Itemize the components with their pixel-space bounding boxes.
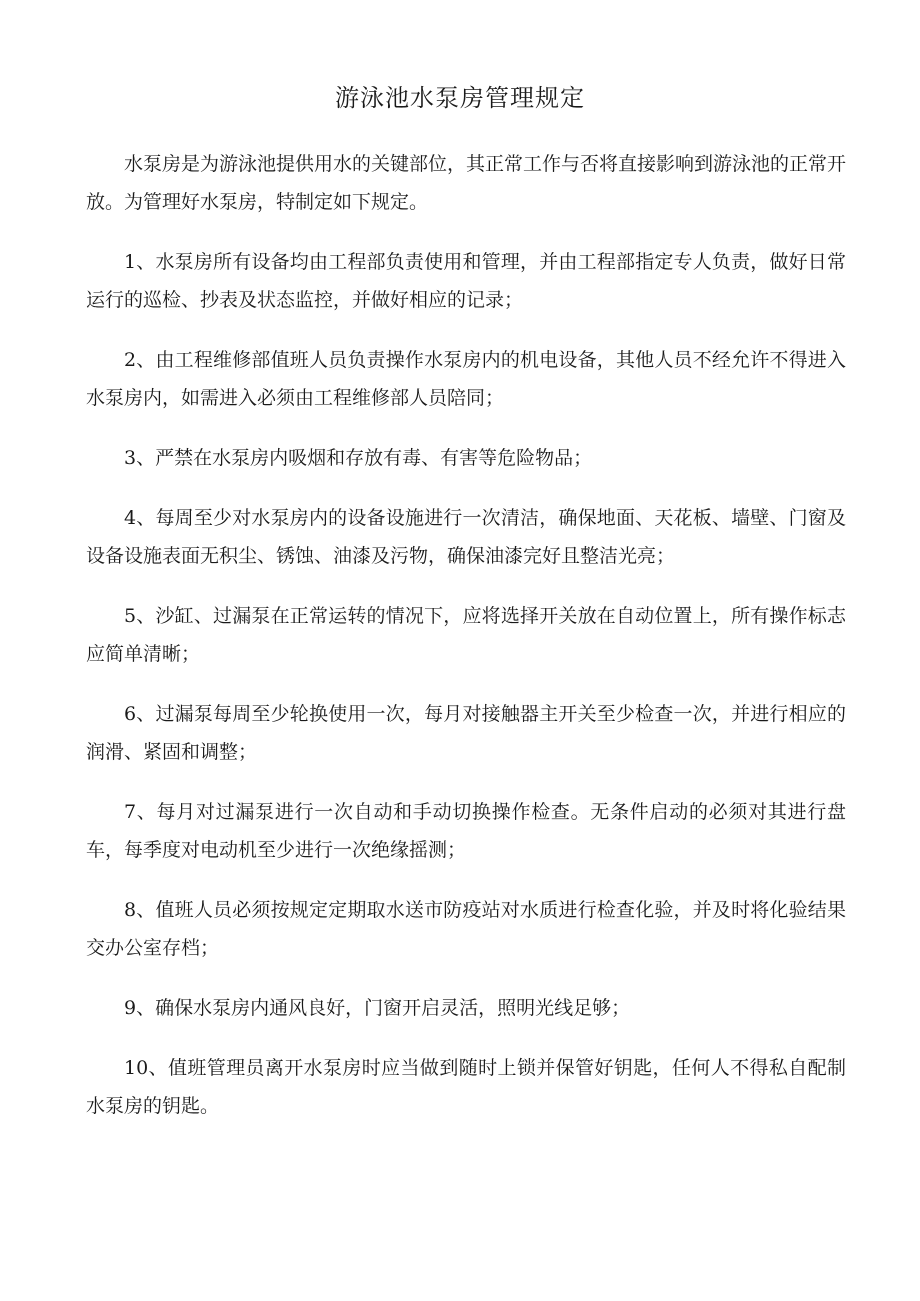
rule-item: 5、沙缸、过漏泵在正常运转的情况下，应将选择开关放在自动位置上，所有操作标志应简单清晰； [86,605,846,665]
rule-item: 4、每周至少对水泵房内的设备设施进行一次清洁，确保地面、天花板、墙壁、门窗及设备设施表面无积尘、锈蚀、油漆及污物，确保油漆完好且整洁光亮； [86,507,846,567]
document-title: 游泳池水泵房管理规定 [335,84,585,112]
rule-item: 9、确保水泵房内通风良好，门窗开启灵活，照明光线足够； [124,997,631,1019]
intro-paragraph: 水泵房是为游泳池提供用水的关键部位，其正常工作与否将直接影响到游泳池的正常开放。为管理好水泵房，特制定如下规定。 [86,153,847,213]
rule-item: 2、由工程维修部值班人员负责操作水泵房内的机电设备，其他人员不经允许不得进入水泵房内，如需进入必须由工程维修部人员陪同； [86,349,846,409]
rule-item: 6、过漏泵每周至少轮换使用一次，每月对接触器主开关至少检查一次，并进行相应的润滑、紧固和调整； [86,703,846,763]
rule-item: 7、每月对过漏泵进行一次自动和手动切换操作检查。无条件启动的必须对其进行盘车，每季度对电动机至少进行一次绝缘摇测； [86,801,846,861]
rule-item: 10、值班管理员离开水泵房时应当做到随时上锁并保管好钥匙，任何人不得私自配制水泵房的钥匙。 [86,1057,846,1117]
rule-item: 1、水泵房所有设备均由工程部负责使用和管理，并由工程部指定专人负责，做好日常运行的巡检、抄表及状态监控，并做好相应的记录； [86,251,846,311]
document-body [86,145,846,1147]
rule-item: 3、严禁在水泵房内吸烟和存放有毒、有害等危险物品； [124,447,593,469]
rule-item: 8、值班人员必须按规定定期取水送市防疫站对水质进行检查化验，并及时将化验结果交办公室存档； [86,899,846,959]
